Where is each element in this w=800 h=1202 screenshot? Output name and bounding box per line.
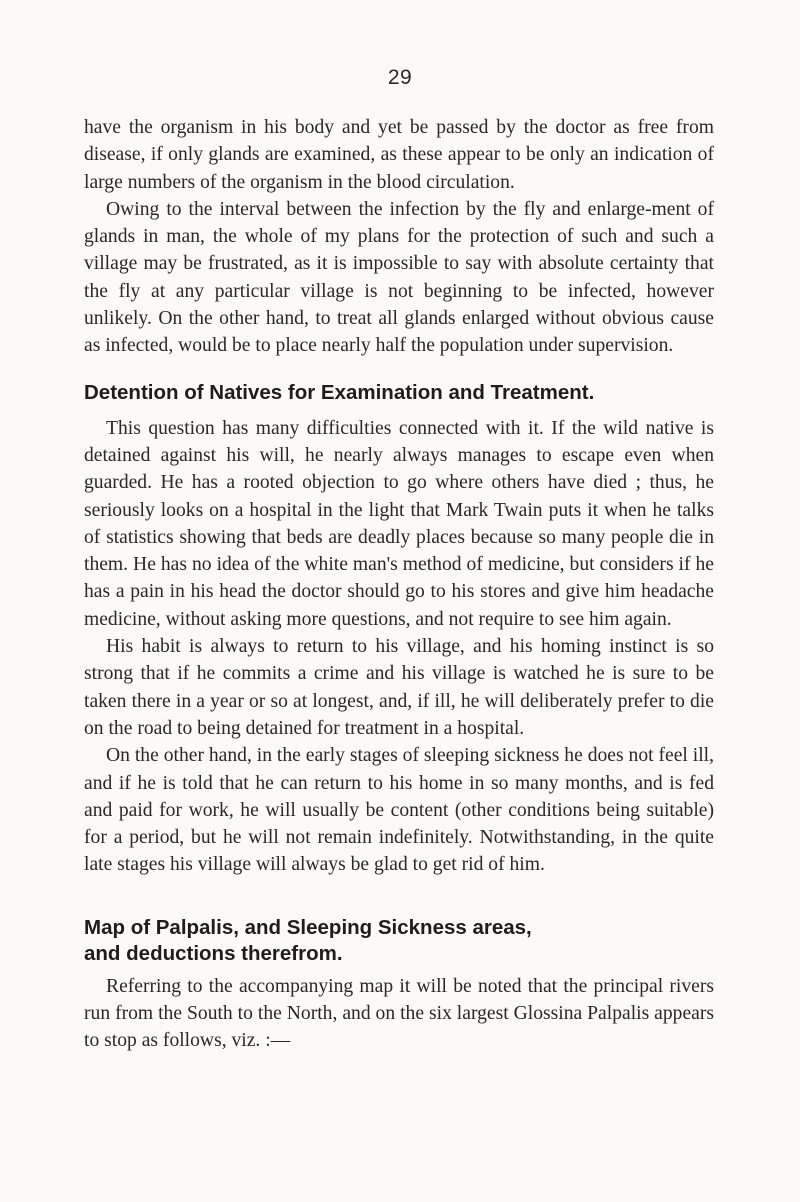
paragraph-interval: Owing to the interval between the infection by the fly and enlarge-ment of glands in man, the whole of my plans for the protection of such and such a village may be frustrated, as it is impossible to say with absolute certainty that the fly at any particular village is not beginning to be infected, however unlikely. On the other hand, to treat all glands enlarged without obvious cause as infected, would be to place nearly half the population under supervision. (84, 198, 714, 357)
section-heading-map-line1: Map of Palpalis, and Sleeping Sickness areas, (84, 915, 532, 939)
section-heading-detention: Detention of Natives for Examination and Treatment. (84, 380, 595, 404)
paragraph-homing-instinct: His habit is always to return to his village, and his homing instinct is so strong that if he commits a crime and his village is watched he is sure to be taken there in a year or so at longest, and, if ill, he will deliberately prefer to die on the road to being detained for treatment in a hospital. (84, 636, 714, 739)
page-number: 29 (387, 66, 413, 89)
section-heading-map-line2: and deductions therefrom. (84, 941, 343, 965)
paragraph-early-stages: On the other hand, in the early stages of sleeping sickness he does not feel ill, and if he is told that he can return to his home in so many months, and is fed and paid for work, he will usually be content (other conditions being suitable) for a period, but he will not remain indefinitely. Notwithstanding, in the quite late stages his village will always be glad to get rid of him. (84, 745, 714, 876)
paragraph-difficulties: This question has many difficulties connected with it. If the wild native is detained against his will, he nearly always manages to escape even when guarded. He has a rooted objection to go where others have died ; thus, he seriously looks on a hospital in the light that Mark Twain puts it when he talks of statistics showing that beds are deadly places because so many people die in them. He has no idea of the white man's method of medicine, but considers if he has a pain in his head the doctor should go to his stores and give him headache medicine, without asking more questions, and not require to see him again. (84, 417, 714, 630)
paragraph-continued: have the organism in his body and yet be passed by the doctor as free from disease, if only glands are examined, as these appear to be only an indication of large numbers of the organism in the blood circulation. (84, 117, 714, 193)
body-text (84, 114, 714, 1055)
section-heading-map (84, 915, 714, 967)
paragraph-map-reference: Referring to the accompanying map it will be noted that the principal rivers run from the South to the North, and on the six largest Glossina Palpalis appears to stop as follows, viz. :— (84, 975, 714, 1052)
